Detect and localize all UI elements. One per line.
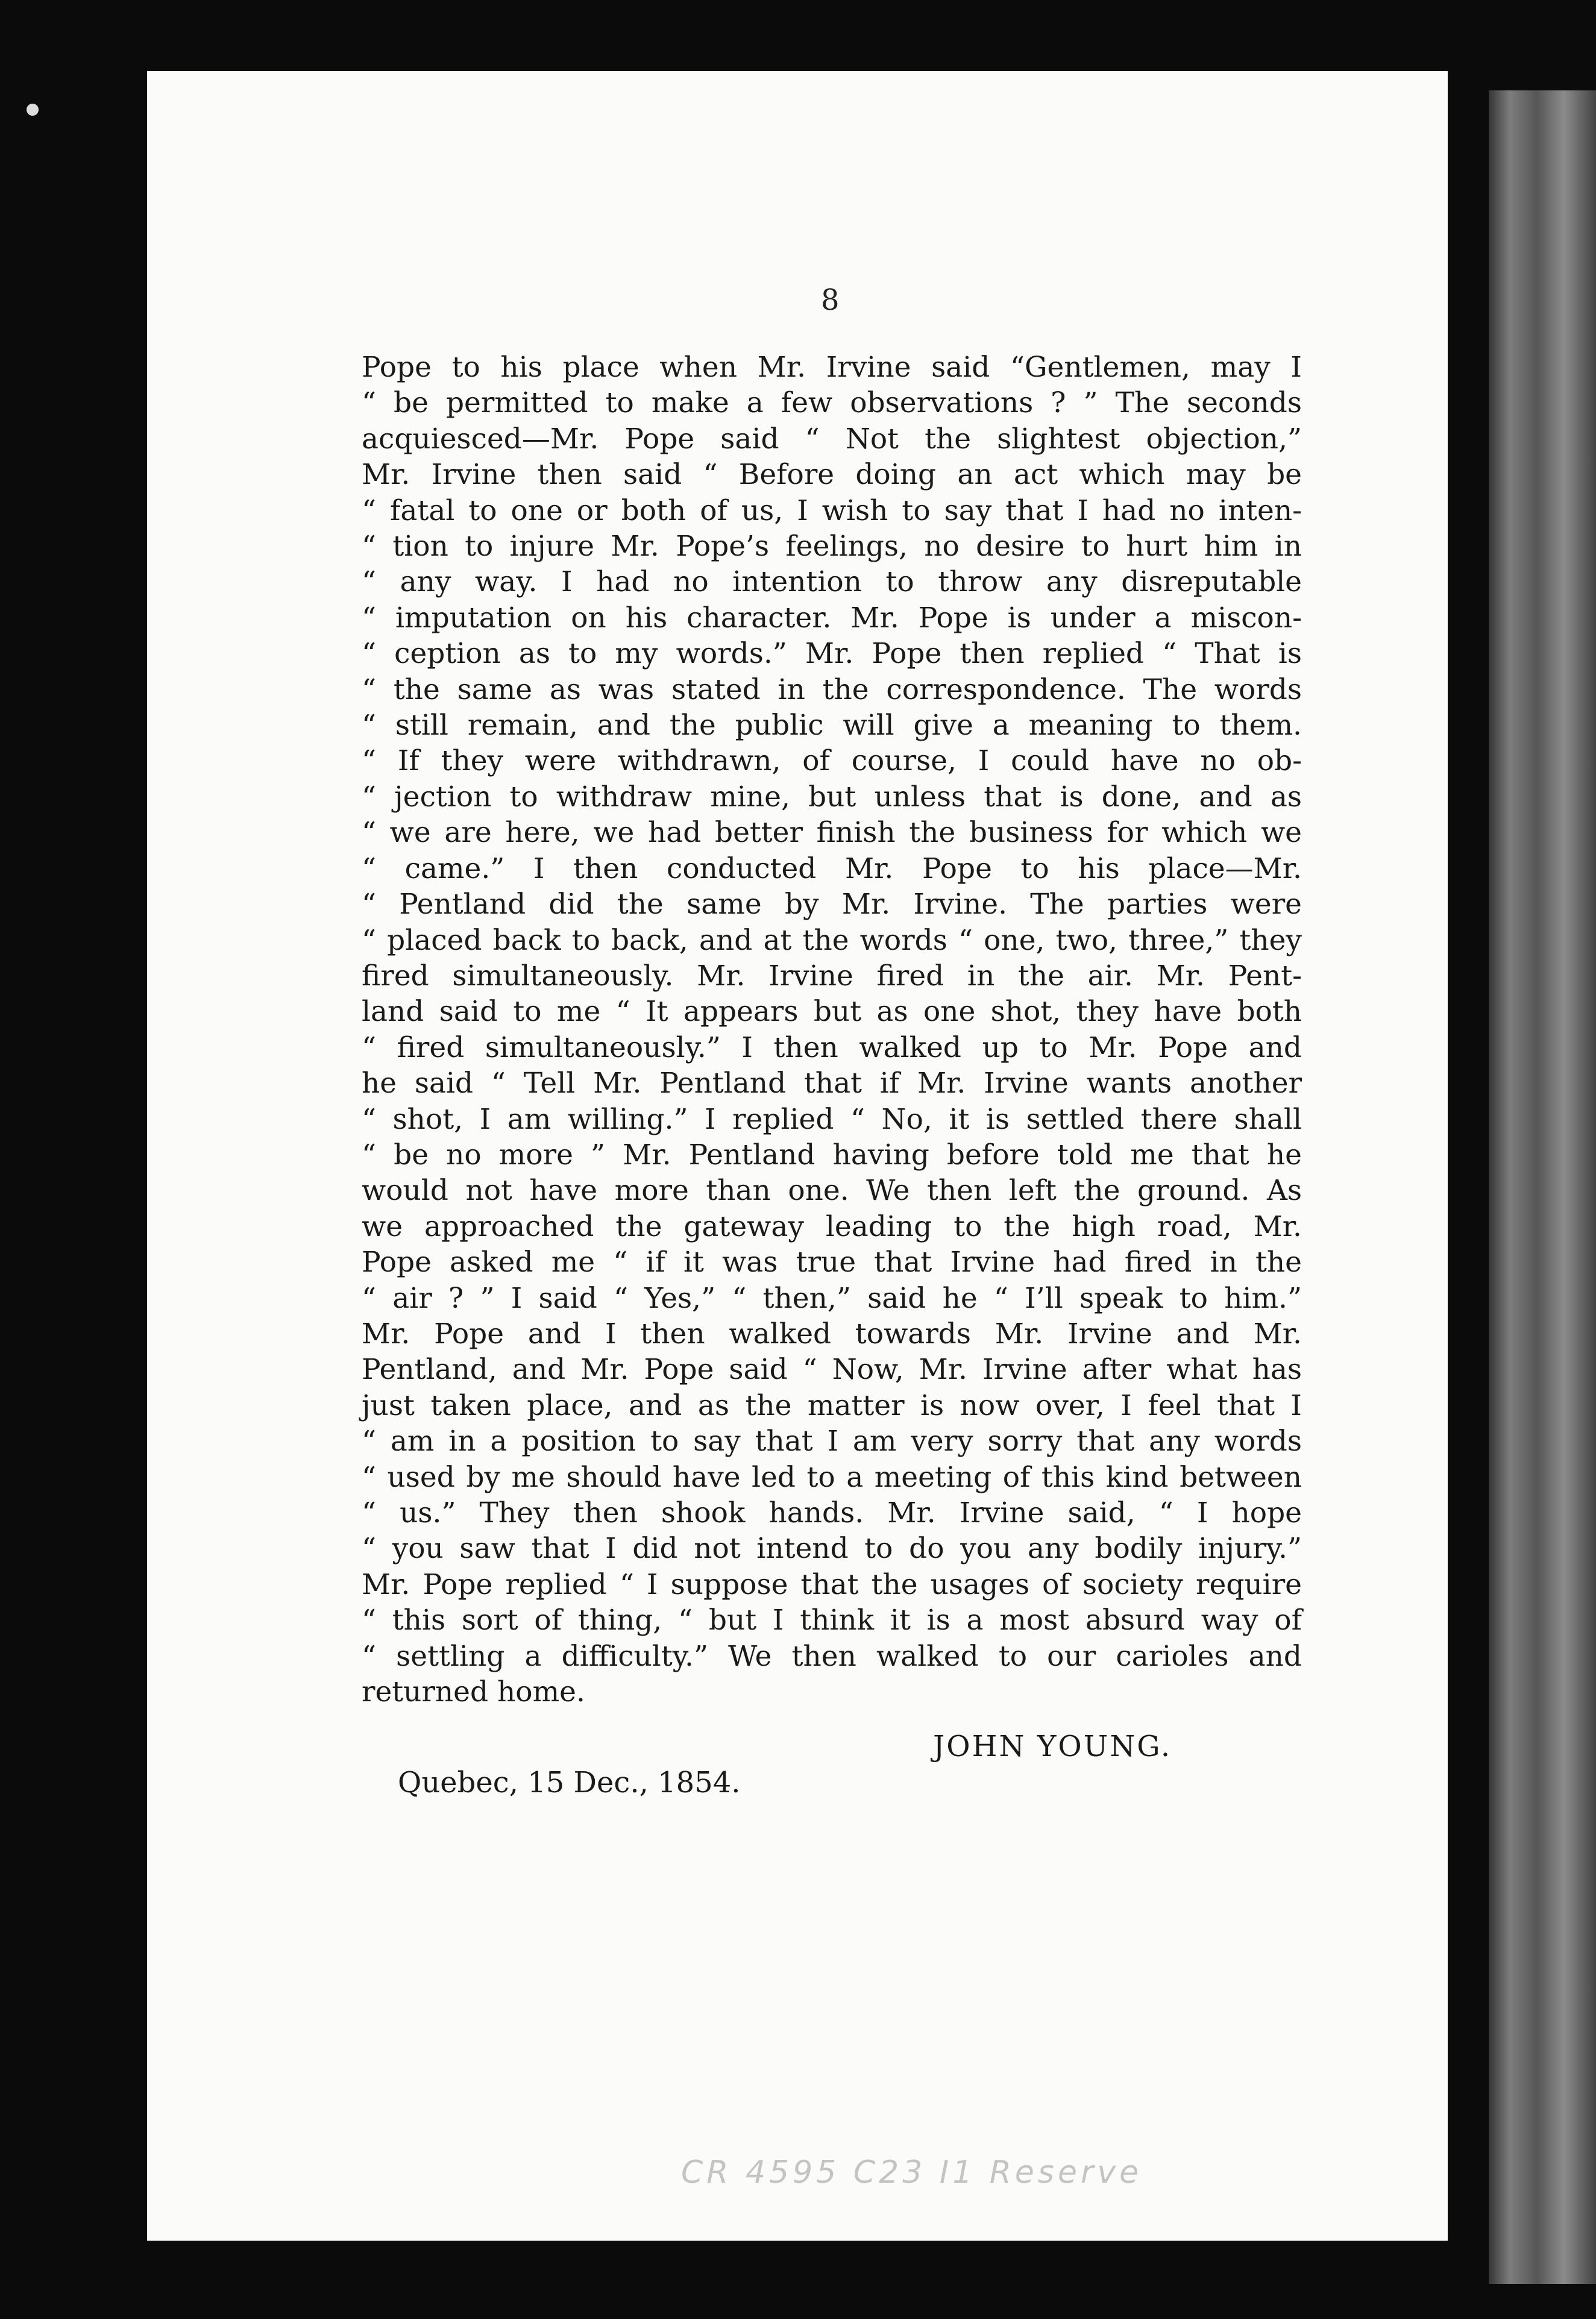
text-line: “ used by me should have led to a meeting of this kind between bbox=[362, 1460, 1302, 1494]
text-line: “ imputation on his character. Mr. Pope is under a miscon- bbox=[362, 601, 1302, 635]
text-line: just taken place, and as the matter is now over, I feel that I bbox=[362, 1389, 1302, 1422]
text-line: land said to me “ It appears but as one shot, they have both bbox=[362, 995, 1302, 1029]
text-line: Pentland, and Mr. Pope said “ Now, Mr. Irvine after what has bbox=[362, 1353, 1302, 1387]
text-line: acquiesced—Mr. Pope said “ Not the slightest objection,” bbox=[362, 422, 1302, 456]
text-line: “ the same as was stated in the correspondence. The words bbox=[362, 673, 1302, 706]
adjacent-page-edge bbox=[1489, 90, 1596, 2284]
text-line: fired simultaneously. Mr. Irvine fired in the air. Mr. Pent- bbox=[362, 959, 1302, 993]
text-line: “ came.” I then conducted Mr. Pope to his place—Mr. bbox=[362, 852, 1302, 885]
signature: JOHN YOUNG. bbox=[933, 1730, 1172, 1763]
text-line: “ be permitted to make a few observations ? ” The seconds bbox=[362, 386, 1302, 420]
text-line: “ you saw that I did not intend to do you any bodily injury.” bbox=[362, 1532, 1302, 1566]
text-line: “ still remain, and the public will give a meaning to them. bbox=[362, 709, 1302, 742]
pencil-call-number: CR 4595 C23 I1 Reserve bbox=[681, 2154, 1143, 2191]
text-line: Pope asked me “ if it was true that Irvine had fired in the bbox=[362, 1246, 1302, 1279]
text-line: “ tion to injure Mr. Pope’s feelings, no desire to hurt him in bbox=[362, 530, 1302, 563]
text-line: “ am in a position to say that I am very sorry that any words bbox=[362, 1425, 1302, 1458]
text-line: “ If they were withdrawn, of course, I could have no ob- bbox=[362, 744, 1302, 778]
text-line: “ fired simultaneously.” I then walked up to Mr. Pope and bbox=[362, 1031, 1302, 1064]
text-line: “ fatal to one or both of us, I wish to say that I had no inten- bbox=[362, 494, 1302, 527]
text-line: “ be no more ” Mr. Pentland having before told me that he bbox=[362, 1138, 1302, 1172]
page-number: 8 bbox=[821, 283, 840, 317]
text-line: “ Pentland did the same by Mr. Irvine. The parties were bbox=[362, 888, 1302, 921]
text-line: Mr. Irvine then said “ Before doing an act which may be bbox=[362, 458, 1302, 492]
text-line: “ shot, I am willing.” I replied “ No, it is settled there shall bbox=[362, 1102, 1302, 1136]
text-line: would not have more than one. We then left the ground. As bbox=[362, 1174, 1302, 1208]
text-line: he said “ Tell Mr. Pentland that if Mr. Irvine wants another bbox=[362, 1067, 1302, 1100]
body-text bbox=[362, 350, 1302, 1710]
text-line: “ we are here, we had better finish the business for which we bbox=[362, 816, 1302, 850]
text-line: returned home. bbox=[362, 1675, 585, 1709]
text-line: Mr. Pope and I then walked towards Mr. Irvine and Mr. bbox=[362, 1317, 1302, 1351]
text-line: “ ception as to my words.” Mr. Pope then replied “ That is bbox=[362, 637, 1302, 671]
text-line: “ placed back to back, and at the words “ one, two, three,” they bbox=[362, 923, 1302, 957]
text-line: “ this sort of thing, “ but I think it is a most absurd way of bbox=[362, 1604, 1302, 1637]
text-line: “ settling a difficulty.” We then walked to our carioles and bbox=[362, 1639, 1302, 1673]
text-line: “ jection to withdraw mine, but unless that is done, and as bbox=[362, 780, 1302, 814]
text-line: “ us.” They then shook hands. Mr. Irvine said, “ I hope bbox=[362, 1496, 1302, 1530]
text-line: Pope to his place when Mr. Irvine said “Gentlemen, may I bbox=[362, 351, 1302, 384]
text-line: Mr. Pope replied “ I suppose that the usages of society require bbox=[362, 1567, 1302, 1601]
text-line: “ air ? ” I said “ Yes,” “ then,” said he “ I’ll speak to him.” bbox=[362, 1281, 1302, 1315]
dateline: Quebec, 15 Dec., 1854. bbox=[398, 1766, 741, 1800]
text-line: we approached the gateway leading to the high road, Mr. bbox=[362, 1210, 1302, 1243]
text-line: “ any way. I had no intention to throw any disreputable bbox=[362, 565, 1302, 599]
film-speck bbox=[27, 104, 39, 116]
